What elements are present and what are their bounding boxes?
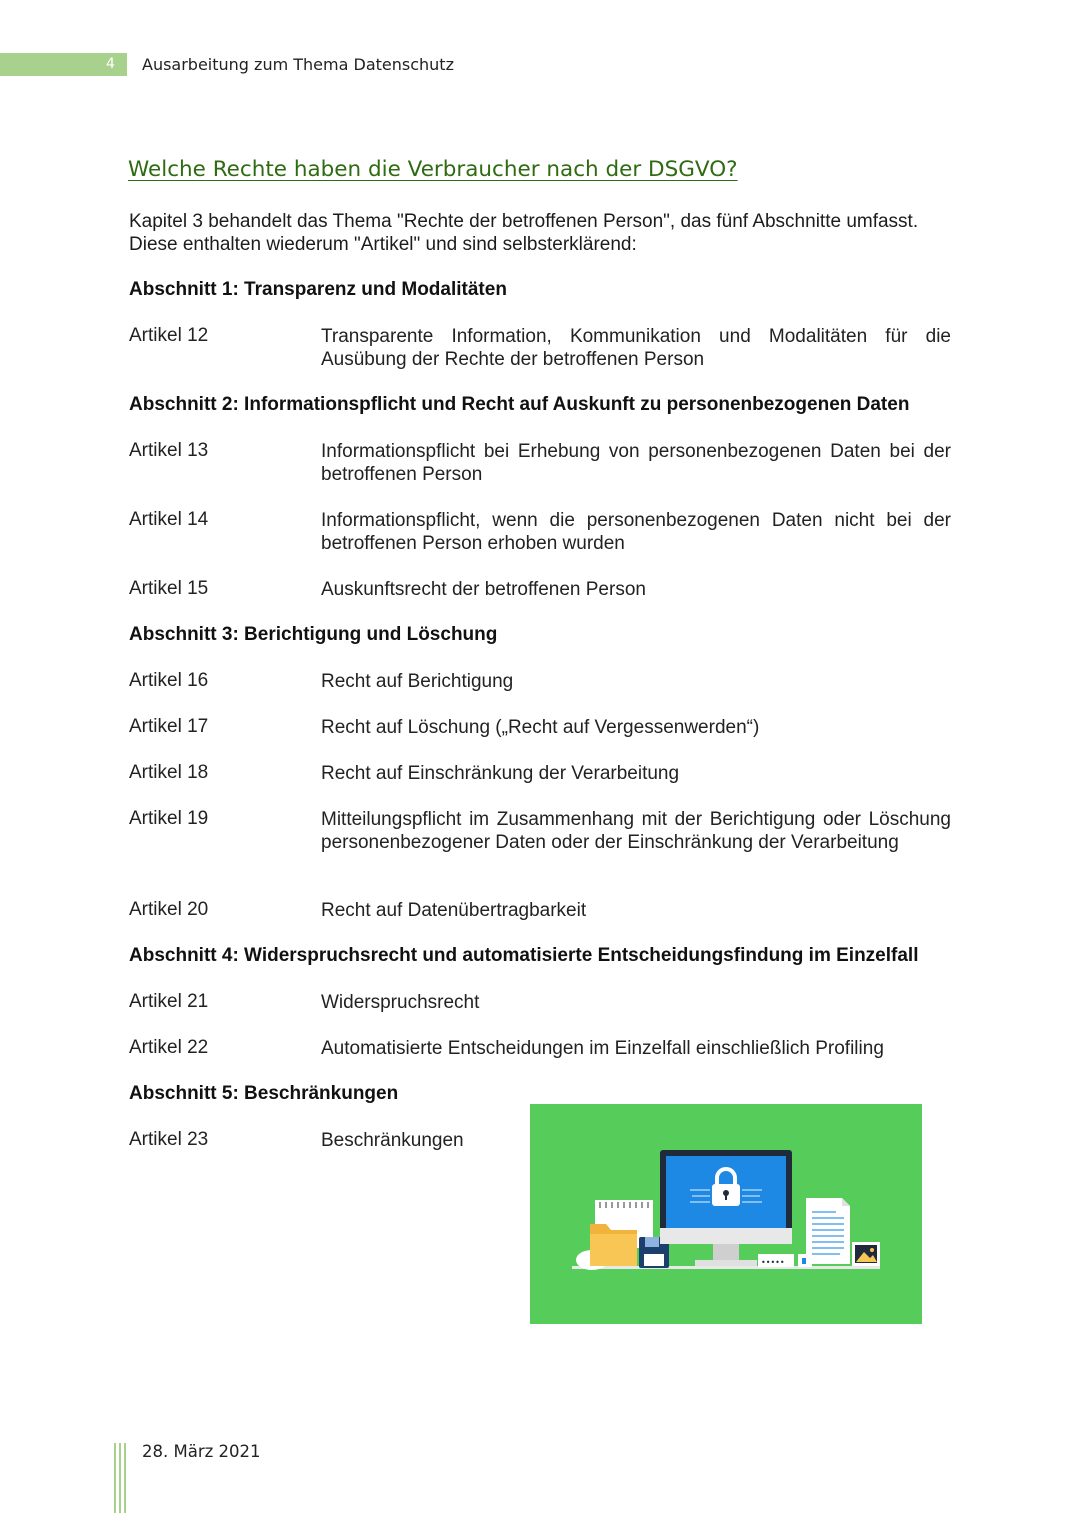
article-label-15: Artikel 15 — [129, 578, 209, 599]
data-security-computer-icon — [530, 1104, 922, 1324]
running-title: Ausarbeitung zum Thema Datenschutz — [142, 55, 454, 74]
article-text-17: Recht auf Löschung („Recht auf Vergessenwerden“) — [321, 717, 760, 738]
article-label-17: Artikel 17 — [129, 716, 209, 737]
article-label-18: Artikel 18 — [129, 762, 209, 783]
article-text-15: Auskunftsrecht der betroffenen Person — [321, 579, 646, 600]
article-text-18: Recht auf Einschränkung der Verarbeitung — [321, 763, 680, 784]
password-mask: ••••• — [761, 1258, 785, 1267]
article-text-20: Recht auf Datenübertragbarkeit — [321, 900, 587, 921]
footer-date: 28. März 2021 — [142, 1442, 261, 1461]
article-text-23: Beschränkungen — [321, 1130, 464, 1151]
section-title-4: Abschnitt 4: Widerspruchsrecht und automatisierte Entscheidungsfindung im Einzelfall — [129, 945, 919, 966]
section-title-5: Abschnitt 5: Beschränkungen — [129, 1083, 399, 1104]
section-title-3: Abschnitt 3: Berichtigung und Löschung — [129, 624, 498, 645]
data-security-illustration — [530, 1104, 922, 1324]
article-text-19: Mitteilungspflicht im Zusammenhang mit der Berichtigung oder Löschung personenbezogener Daten oder der Einschränkung der Verarbeitung — [321, 809, 951, 853]
section-title-1: Abschnitt 1: Transparenz und Modalitäten — [129, 279, 507, 300]
intro-paragraph: Kapitel 3 behandelt das Thema "Rechte der betroffenen Person", das fünf Abschnitte umfasst. Diese enthalten wiederum "Artikel" und sind selbsterklärend: — [129, 211, 919, 255]
article-text-16: Recht auf Berichtigung — [321, 671, 514, 692]
article-text-12: Transparente Information, Kommunikation und Modalitäten für die Ausübung der Rechte der betroffenen Person — [321, 326, 951, 370]
article-label-12: Artikel 12 — [129, 325, 209, 346]
article-label-21: Artikel 21 — [129, 991, 209, 1012]
article-text-21: Widerspruchsrecht — [321, 992, 480, 1013]
section-title-2: Abschnitt 2: Informationspflicht und Recht auf Auskunft zu personenbezogenen Daten — [129, 394, 910, 415]
article-label-14: Artikel 14 — [129, 509, 209, 530]
page-number: 4 — [106, 56, 115, 72]
article-label-23: Artikel 23 — [129, 1129, 209, 1150]
footer-decorative-lines — [114, 1443, 128, 1513]
article-text-13: Informationspflicht bei Erhebung von personenbezogenen Daten bei der betroffenen Person — [321, 441, 951, 485]
article-label-20: Artikel 20 — [129, 899, 209, 920]
article-label-13: Artikel 13 — [129, 440, 209, 461]
article-text-14: Informationspflicht, wenn die personenbezogenen Daten nicht bei der betroffenen Person erhoben wurden — [321, 510, 951, 554]
page-heading: Welche Rechte haben die Verbraucher nach der DSGVO? — [128, 157, 738, 182]
article-label-16: Artikel 16 — [129, 670, 209, 691]
article-label-19: Artikel 19 — [129, 808, 209, 829]
article-text-22: Automatisierte Entscheidungen im Einzelfall einschließlich Profiling — [321, 1038, 884, 1059]
article-label-22: Artikel 22 — [129, 1037, 209, 1058]
